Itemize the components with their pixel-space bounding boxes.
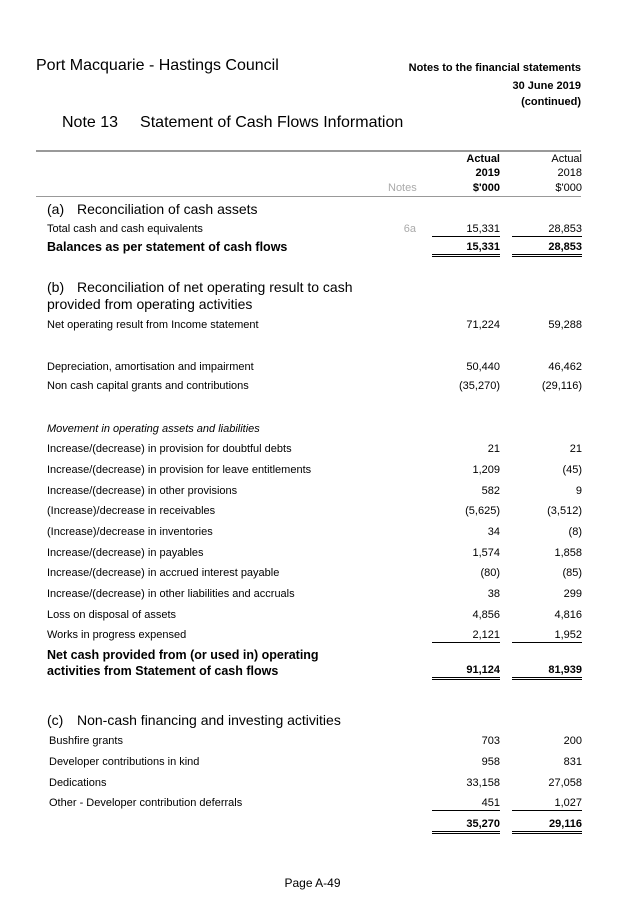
note-number: Note 13 (62, 114, 119, 131)
column-header-divider (36, 196, 581, 197)
value-2019: 1,209 (472, 464, 500, 476)
page-number: Page A-49 (284, 876, 341, 890)
value-2019: 582 (481, 485, 500, 497)
row-label: Works in progress expensed (47, 629, 187, 641)
note-heading (62, 114, 403, 132)
section-c-letter: (c) (47, 712, 64, 728)
value-2019: 33,158 (466, 777, 500, 789)
row-note-ref: 6a (403, 223, 416, 235)
row-label: Increase/(decrease) in provision for leave entitlements (47, 464, 312, 476)
row-label: Developer contributions in kind (49, 756, 200, 768)
row-label: Non cash capital grants and contributions (47, 380, 249, 392)
value-2018: 27,058 (548, 777, 582, 789)
organisation-name: Port Macquarie - Hastings Council (36, 57, 279, 74)
value-2018: 4,816 (554, 609, 582, 621)
value-2019: 34 (487, 526, 500, 538)
row-label: Increase/(decrease) in payables (47, 547, 204, 559)
section-a-letter: (a) (47, 201, 65, 217)
section-b-letter: (b) (47, 279, 65, 295)
value-2019: (5,625) (465, 505, 500, 517)
value-2018: (3,512) (547, 505, 582, 517)
section-b-heading (47, 279, 353, 313)
section-a-heading (47, 201, 258, 218)
value-2019: 958 (481, 756, 500, 768)
section-b-title-line1: Reconciliation of net operating result to cash (77, 279, 353, 295)
col-2019-unit: $'000 (472, 182, 500, 194)
total-label: Balances as per statement of cash flows (47, 240, 288, 254)
value-2018: 21 (569, 443, 582, 455)
value-2019: 15,331 (432, 223, 500, 237)
col-2018-actual: Actual (551, 153, 582, 165)
total-2019: 91,124 (432, 664, 500, 680)
section-a-title: Reconciliation of cash assets (77, 201, 258, 217)
total-2018: 29,116 (512, 818, 582, 834)
row-label: Net operating result from Income statement (47, 319, 259, 331)
value-2018: 9 (575, 485, 582, 497)
total-2019: 35,270 (432, 818, 500, 834)
row-label: Loss on disposal of assets (47, 609, 177, 621)
row-label: Increase/(decrease) in provision for doubtful debts (47, 443, 292, 455)
value-2019: 50,440 (466, 361, 500, 373)
row-label: (Increase)/decrease in receivables (47, 505, 216, 517)
document-section-title: Notes to the financial statements (408, 62, 581, 74)
col-notes: Notes (388, 182, 417, 194)
total-label-line1: Net cash provided from (or used in) operating (47, 648, 319, 662)
value-2018: (85) (562, 567, 582, 579)
movement-heading: Movement in operating assets and liabilities (47, 423, 260, 435)
row-label: Other - Developer contribution deferrals (49, 797, 243, 809)
row-label: (Increase)/decrease in inventories (47, 526, 213, 538)
value-2018: 1,858 (554, 547, 582, 559)
total-2018: 28,853 (512, 241, 582, 257)
value-2018: 1,027 (512, 797, 582, 811)
section-c-heading (47, 712, 341, 729)
report-date: 30 June 2019 (512, 80, 581, 92)
value-2019: 703 (481, 735, 500, 747)
col-2019-year: 2019 (475, 167, 500, 179)
value-2019: 38 (487, 588, 500, 600)
section-b-title-line2: provided from operating activities (47, 296, 253, 312)
total-label-line2: activities from Statement of cash flows (47, 664, 279, 678)
value-2019: 21 (487, 443, 500, 455)
row-label: Bushfire grants (49, 735, 123, 747)
value-2018: (29,116) (541, 380, 582, 392)
row-label: Increase/(decrease) in accrued interest payable (47, 567, 280, 579)
value-2018: 200 (563, 735, 582, 747)
value-2019: 71,224 (466, 319, 500, 331)
total-2019: 15,331 (432, 241, 500, 257)
row-label: Depreciation, amortisation and impairment (47, 361, 254, 373)
row-label: Dedications (49, 777, 107, 789)
value-2018: 1,952 (512, 629, 582, 643)
value-2019: 451 (432, 797, 500, 811)
value-2019: 1,574 (472, 547, 500, 559)
col-2018-year: 2018 (557, 167, 582, 179)
value-2019: (80) (480, 567, 500, 579)
total-label (47, 647, 319, 679)
value-2019: 4,856 (472, 609, 500, 621)
value-2018: 28,853 (512, 223, 582, 237)
value-2019: 2,121 (432, 629, 500, 643)
value-2018: 59,288 (548, 319, 582, 331)
value-2018: 46,462 (548, 361, 582, 373)
header-divider (36, 150, 581, 152)
continued-label: (continued) (521, 96, 581, 108)
section-c-title: Non-cash financing and investing activities (77, 712, 341, 728)
value-2018: 831 (563, 756, 582, 768)
col-2018-unit: $'000 (555, 182, 582, 194)
row-label: Total cash and cash equivalents (47, 223, 203, 235)
col-2019-actual: Actual (466, 153, 500, 165)
value-2018: 299 (563, 588, 582, 600)
row-label: Increase/(decrease) in other provisions (47, 485, 238, 497)
row-label: Increase/(decrease) in other liabilities and accruals (47, 588, 295, 600)
value-2018: (45) (562, 464, 582, 476)
value-2018: (8) (568, 526, 582, 538)
value-2019: (35,270) (459, 380, 500, 392)
note-title: Statement of Cash Flows Information (140, 114, 404, 131)
total-2018: 81,939 (512, 664, 582, 680)
